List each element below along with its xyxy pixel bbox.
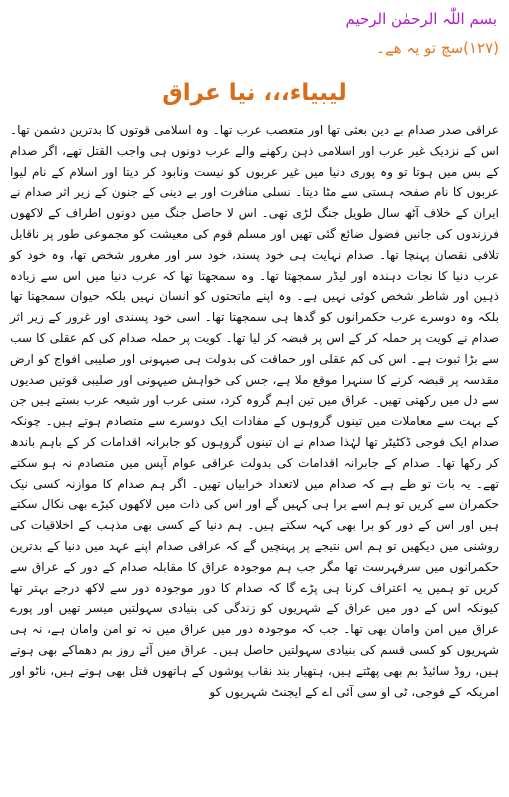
article-body: عراقی صدر صدام بے دین بعثی تھا اور متعصب عرب تھا۔ وہ اسلامی قوتوں کا بدترین دشمن تھا۔ اس کے نزدیک غیر عرب اور اسلامی ذہن رکھنے والے عرب دونوں ہی واجب القتل تھے، اگر صدام کے بس میں ہوتا تو وہ پوری دنیا میں غیر عربوں کو نیست ونابود کر دیتا اور اسلام کے نام لیوا عربوں کا نام صفحہ ہستی سے مٹا دیتا۔ نسلی منافرت اور بے دینی کے جنون کے زیر اثر صدام نے ایران کے خلاف آٹھ سال طویل جنگ لڑی تھی۔ اس لا حاصل جنگ میں دونوں اطراف کے لاکھوں فرزندوں کی جانیں فضول ضائع گئی تھیں اور مسلم قوم کی معیشت کو مجموعی طور پر ناقابل تلافی نقصان پہنچا تھا۔ صدام نہایت ہی خود پسند، خود سر اور مغرور شخص تھا، وہ خود کو عرب دنیا کا نجات دہندہ اور لیڈر سمجھتا تھا۔ وہ سمجھتا تھا کہ عرب دنیا میں اس سے زیادہ ذہین اور شاطر شخص کوئی نہیں ہے۔ وہ اپنے ماتحتوں کو انسان نہیں بلکہ حیوان سمجھتا تھا بلکہ وہ دوسرے عرب حکمرانوں کو گدھا ہی سمجھتا تھا۔ اسی خود پسندی اور غرور کے زیر اثر صدام نے کویت پر حملہ کر کے اس پر قبضہ کر لیا تھا۔ کویت پر حملہ صدام کی کم عقلی کا سب سے بڑا ثبوت ہے۔ اس کی کم عقلی اور حماقت کی بدولت ہی صیہونی اور صلیبی افواج کو ارض مقدسہ پر قبضہ کرنے کا سنہرا موقع ملا ہے، جس کی خواہش صیہونی اور صلیبی قوتیں صدیوں سے دل میں رکھتی تھیں۔ عراق میں تین اہم گروہ کرد، سنی عرب اور شیعہ عرب بستے ہیں جن کے بہت سے معاملات میں تینوں گروہوں کے مفادات ایک دوسرے سے متصادم ہوتے ہیں۔ چونکہ صدام ایک فوجی ڈکٹیٹر تھا لہٰذا صدام نے ان تینوں گروہوں کو جابرانہ اقدامات کر کے باہم باندھ کر رکھا تھا۔ صدام کے جابرانہ اقدامات کی بدولت عراقی عوام آپس میں متصادم نہ ہو سکتے تھے۔ یہ بات تو طے ہے کہ صدام میں لاتعداد خرابیاں تھیں۔ اگر ہم صدام کا موازنہ کسی نیک حکمران سے کریں تو ہم اسے برا ہی کہیں گے اور اس کی ذات میں لاکھوں کیڑے بھی نکال سکتے ہیں اور اس کے دور کو برا بھی کہہ سکتے ہیں۔ ہم دنیا کے کسی بھی مذہب کے اخلاقیات کی روشنی میں دیکھیں تو ہم اس نتیجے پر پہنچیں گے کہ عراقی صدام اپنے عہد میں دنیا کے بدترین حکمرانوں میں سرفہرست تھا مگر جب ہم موجودہ عراق کا مقابلہ صدام کے دور کے عراق سے کریں تو ہمیں یہ اعتراف کرنا ہی پڑے گا کہ صدام کا دور موجودہ دور سے لاکھ درجے بہتر تھا کیونکہ اس کے دور میں عراق کے شہریوں کو زندگی کی بنیادی سہولتیں میسر تھیں اور پورے عراق میں امن وامان بھی تھا۔ جب کہ موجودہ دور میں عراق میں نہ تو امن وامان ہے، نہ ہی شہریوں کو کسی قسم کی بنیادی سہولتیں حاصل ہیں۔ عراق میں آئے روز بم دھماکے بھی ہوتے ہیں، روڈ سائیڈ بم بھی پھٹتے ہیں، ہتھیار بند نقاب پوشوں کے ہاتھوں قتل بھی ہوتے ہیں، ناٹو اور امریکہ کے فوجی، ٹی او سی آئی اے کے ایجنٹ شہریوں کو: [10, 123, 499, 699]
series-number-heading: (۱۲۷)سچ تو یہ ھے۔: [376, 39, 499, 57]
article-title: لیبیاء،،، نیا عراق: [162, 80, 347, 106]
bismillah-heading: بسم اللّٰہ الرحمٰن الرحیم: [345, 10, 497, 28]
